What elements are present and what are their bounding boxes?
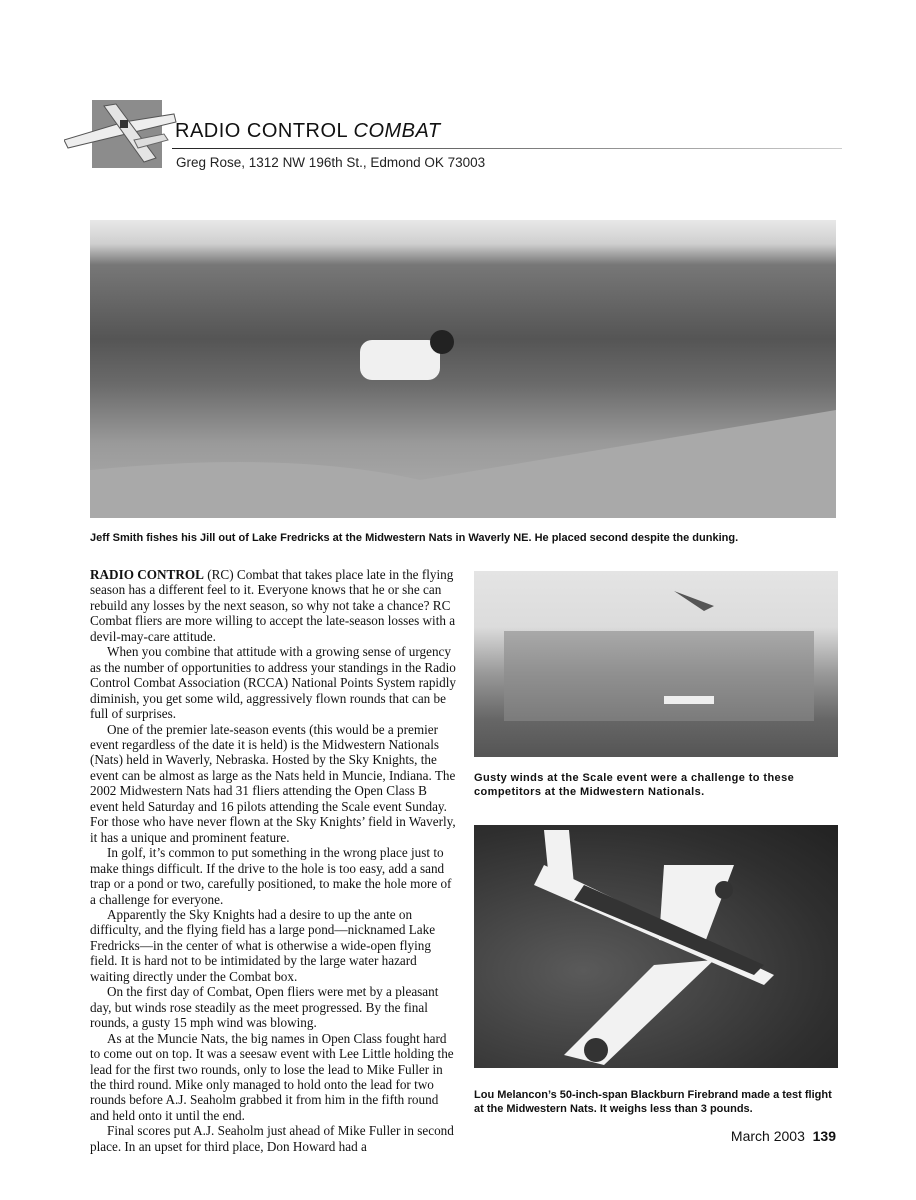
page-number: 139 bbox=[812, 1128, 836, 1144]
photo-caption: Lou Melancon’s 50-inch-span Blackburn Firebrand made a test flight at the Midwestern Nats. It weighs less than 3 pounds. bbox=[474, 1089, 832, 1115]
photo-caption: Gusty winds at the Scale event were a challenge to these competitors at the Midwestern Nationals. bbox=[474, 772, 795, 798]
airplane-icon bbox=[64, 100, 184, 168]
pond-photo-illustration bbox=[90, 220, 836, 518]
photo-blackburn-firebrand bbox=[474, 825, 838, 1068]
group-photo-illustration bbox=[474, 571, 838, 757]
page-footer bbox=[731, 1128, 836, 1144]
article-body bbox=[90, 567, 458, 1154]
paragraph bbox=[90, 567, 458, 644]
paragraph: In golf, it’s common to put something in the wrong place just to make things difficult. If the drive to the hole is too easy, add a sand trap or a pond or two, carefully positioned, to make the hole more of a challenge for everyone. bbox=[90, 845, 452, 907]
column-logo-airplane bbox=[92, 100, 162, 168]
title-text: RADIO CONTROL bbox=[175, 120, 348, 142]
issue-date: March 2003 bbox=[730, 1128, 805, 1144]
photo-scale-competitors bbox=[474, 571, 838, 757]
header-rule bbox=[172, 148, 842, 149]
paragraph: Apparently the Sky Knights had a desire to up the ante on difficulty, and the flying field has a large pond—nicknamed Lake Fredricks—in the center of what is otherwise a wide-open flying field. It is hard not to be intimidated by the large water hazard waiting directly under the Combat box. bbox=[90, 906, 436, 984]
paragraph: On the first day of Combat, Open fliers were met by a pleasant day, but winds rose steadily as the meet progressed. By the final rounds, a gusty 15 mph wind was blowing. bbox=[90, 984, 439, 1031]
firebrand-model-illustration bbox=[474, 825, 838, 1068]
paragraph: One of the premier late-season events (this would be a premier event regardless of the date it is held) is the Midwestern Nationals (Nats) held in Waverly, Nebraska. Hosted by the Sky Knights, the event can be almost as large as the Nats held in Muncie, Indiana. The 2002 Midwestern Nats had 31 fliers attending the Open Class B event held Saturday and 16 pilots attending the Scale event Sunday. For those who have never flown at the Sky Knights’ field in Waverly, it has a unique and prominent feature. bbox=[90, 721, 456, 845]
photo-caption: Jeff Smith fishes his Jill out of Lake Fredricks at the Midwestern Nats in Waverly NE. He placed second despite the dunking. bbox=[90, 532, 739, 544]
photo-pond-retrieval bbox=[90, 220, 836, 518]
paragraph-text: (RC) Combat that takes place late in the flying season has a different feel to it. Everyone knows that he or she can rebuild any losses by the next season, so why not take a chance? RC Combat fliers are more willing to accept the late-season losses with a devil-may-care attitude. bbox=[90, 567, 456, 644]
title-italic-text: COMBAT bbox=[353, 120, 441, 142]
paragraph: When you combine that attitude with a growing sense of urgency as the number of opportunities to address your standings in the Radio Control Combat Association (RCCA) National Points System rapidly diminish, you get some wild, aggressively flown rounds that can be full of surprises. bbox=[90, 644, 456, 722]
paragraph: Final scores put A.J. Seaholm just ahead of Mike Fuller in second place. In an upset for third place, Don Howard had a bbox=[90, 1123, 454, 1154]
author-address: Greg Rose, 1312 NW 196th St., Edmond OK 73003 bbox=[176, 155, 486, 170]
column-title bbox=[175, 120, 441, 143]
paragraph: As at the Muncie Nats, the big names in Open Class fought hard to come out on top. It was a seesaw event with Lee Little holding the lead for the first two rounds, only to lose the lead to Mike Fuller in the third round. Mike only managed to hold onto the lead for two rounds before A.J. Seaholm grabbed it from him in the fifth round and held onto it until the end. bbox=[90, 1030, 454, 1123]
lead-in: RADIO CONTROL bbox=[90, 567, 204, 582]
